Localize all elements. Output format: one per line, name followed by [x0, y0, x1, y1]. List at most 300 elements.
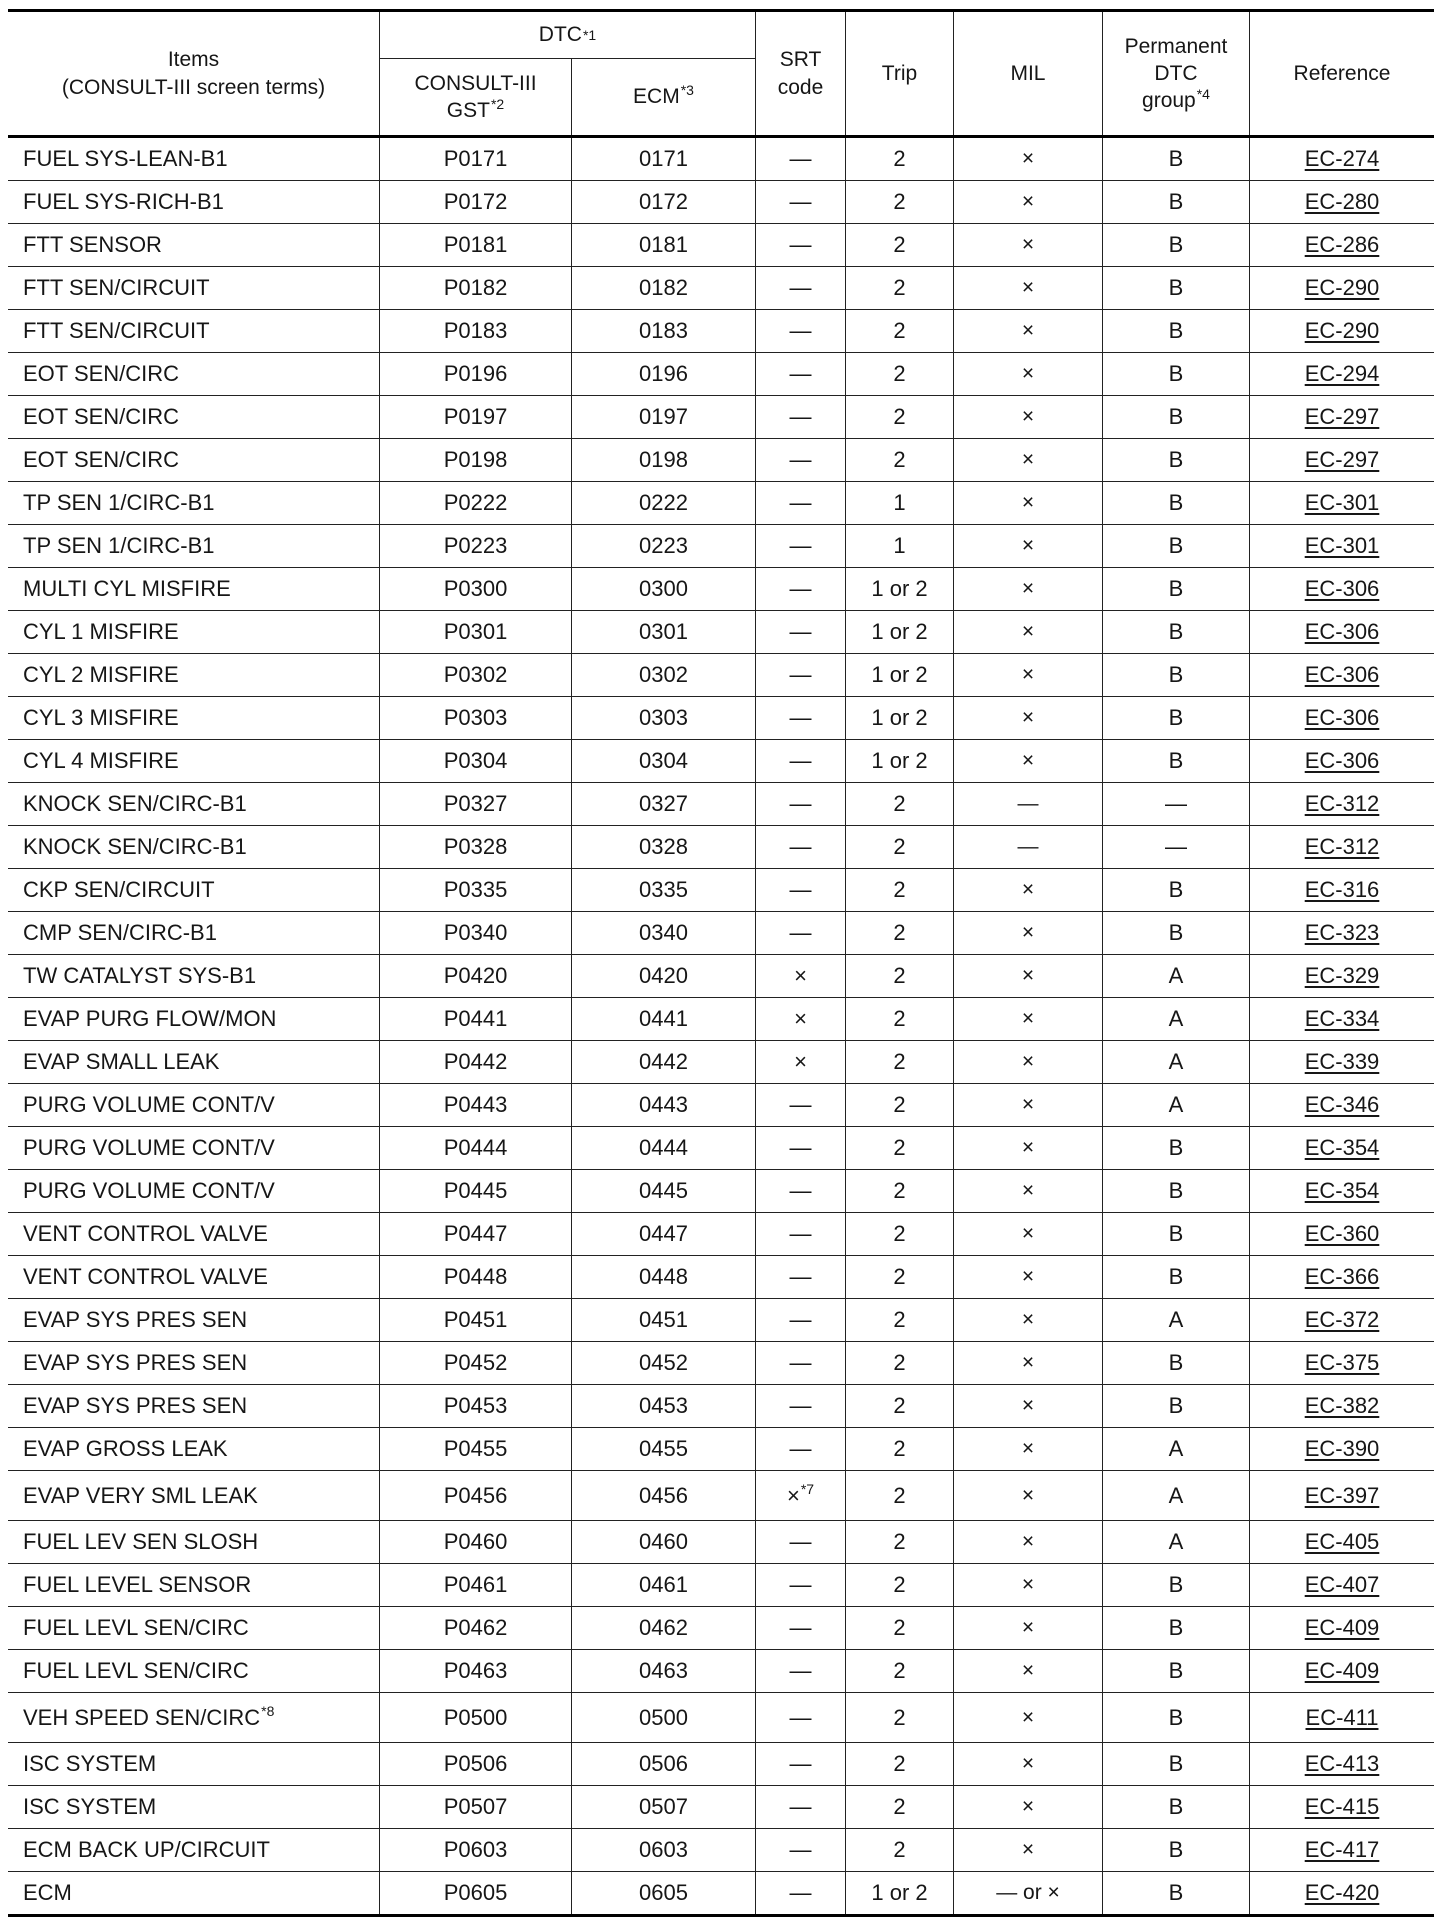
reference-link[interactable]: EC-306: [1304, 662, 1380, 687]
consult-gst-code-cell: [380, 1127, 572, 1169]
srt-code-wrap: [794, 1006, 807, 1032]
srt-code-cell: [756, 1521, 846, 1563]
reference-link[interactable]: EC-420: [1304, 1880, 1380, 1905]
srt-code-cell: [756, 568, 846, 610]
item-name: EOT SEN/CIRC: [23, 404, 180, 429]
reference-link-wrap: [1305, 404, 1380, 430]
reference-link[interactable]: EC-280: [1304, 189, 1380, 214]
item-name: EVAP SYS PRES SEN: [23, 1350, 248, 1375]
srt-code-cell: [756, 1256, 846, 1298]
item-name-wrap: [23, 877, 215, 903]
permanent-dtc-group: B: [1168, 490, 1184, 515]
item-name: EVAP PURG FLOW/MON: [23, 1006, 277, 1031]
permanent-dtc-group-wrap: [1169, 1393, 1184, 1419]
ecm-code-cell: [572, 1127, 756, 1169]
reference-link-wrap: [1305, 490, 1380, 516]
consult-gst-code: P0328: [443, 834, 508, 859]
ecm-code-wrap: [639, 1393, 688, 1419]
consult-gst-code: P0507: [443, 1794, 508, 1819]
consult-gst-code-wrap: [444, 275, 508, 301]
reference-link[interactable]: EC-372: [1304, 1307, 1380, 1332]
consult-gst-code-wrap: [444, 877, 508, 903]
item-name: EVAP GROSS LEAK: [23, 1436, 228, 1461]
ecm-code: 0444: [639, 1135, 688, 1160]
trip-value: 2: [893, 404, 906, 429]
mil-value-wrap: [1022, 1659, 1034, 1683]
ecm-code-cell: [572, 181, 756, 223]
permanent-dtc-group-cell: [1103, 1342, 1250, 1384]
consult-gst-code: P0198: [443, 447, 508, 472]
permanent-dtc-group-cell: [1103, 439, 1250, 481]
ecm-code: 0603: [639, 1837, 688, 1862]
srt-code-cell: [756, 1693, 846, 1742]
mil-value-wrap: [1022, 491, 1034, 515]
item-name-wrap: [23, 318, 210, 344]
ecm-code-cell: [572, 1564, 756, 1606]
ecm-code: 0181: [639, 232, 688, 257]
trip-value-wrap: [893, 232, 905, 258]
srt-code: —: [789, 404, 812, 429]
permanent-dtc-group-cell: [1103, 1428, 1250, 1470]
reference-cell: [1250, 1256, 1434, 1298]
reference-link[interactable]: EC-274: [1304, 146, 1380, 171]
table-row: [8, 1041, 1434, 1084]
mil-value-wrap: [1022, 1752, 1034, 1776]
mil-value: — or ×: [996, 1881, 1060, 1904]
reference-link[interactable]: EC-301: [1304, 490, 1380, 515]
trip-cell: [846, 267, 954, 309]
trip-value-wrap: [893, 1264, 905, 1290]
table-row: [8, 568, 1434, 611]
mil-value-wrap: [1022, 749, 1034, 773]
mil-value-wrap: [1022, 405, 1034, 429]
reference-link-wrap: [1305, 1264, 1380, 1290]
reference-link[interactable]: EC-286: [1304, 232, 1380, 257]
table-row: [8, 138, 1434, 181]
consult-gst-code-cell: [380, 1256, 572, 1298]
reference-link[interactable]: EC-312: [1304, 834, 1380, 859]
mil-value: ×: [1021, 448, 1035, 471]
mil-cell: [954, 869, 1103, 911]
reference-link[interactable]: EC-306: [1304, 576, 1380, 601]
permanent-dtc-group-cell: [1103, 1084, 1250, 1126]
srt-code-wrap: [790, 1529, 812, 1555]
consult-gst-code: P0444: [443, 1135, 508, 1160]
mil-cell: [954, 783, 1103, 825]
ecm-code-cell: [572, 1693, 756, 1742]
trip-cell: [846, 869, 954, 911]
item-name-wrap: [23, 963, 256, 989]
srt-code: —: [789, 662, 812, 687]
trip-value: 2: [893, 232, 906, 257]
permanent-dtc-group-wrap: [1169, 1705, 1184, 1731]
reference-link[interactable]: EC-409: [1304, 1615, 1380, 1640]
reference-link[interactable]: EC-382: [1304, 1393, 1380, 1418]
srt-code-cell: [756, 955, 846, 997]
mil-value: ×: [1021, 1222, 1035, 1245]
consult-gst-code-wrap: [444, 791, 508, 817]
consult-gst-code: P0196: [443, 361, 508, 386]
item-cell: [8, 697, 380, 739]
consult-gst-code-cell: [380, 1471, 572, 1520]
reference-link[interactable]: EC-413: [1304, 1751, 1380, 1776]
trip-value-wrap: [893, 1178, 905, 1204]
reference-cell: [1250, 1385, 1434, 1427]
mil-value: ×: [1021, 749, 1035, 772]
trip-cell: [846, 783, 954, 825]
srt-code: —: [789, 1794, 812, 1819]
permanent-header-line3-wrap: [1142, 87, 1210, 114]
trip-value-wrap: [893, 275, 905, 301]
reference-link[interactable]: EC-354: [1304, 1135, 1380, 1160]
table-row: [8, 224, 1434, 267]
mil-value-wrap: [1022, 1007, 1034, 1031]
consult-gst-code-wrap: [444, 1615, 508, 1641]
reference-link[interactable]: EC-297: [1304, 404, 1380, 429]
reference-link[interactable]: EC-339: [1304, 1049, 1380, 1074]
consult-gst-code: P0327: [443, 791, 508, 816]
srt-code-wrap: [790, 576, 812, 602]
consult-gst-code-cell: [380, 1428, 572, 1470]
reference-link[interactable]: EC-409: [1304, 1658, 1380, 1683]
mil-value-wrap: [1022, 233, 1034, 257]
ecm-code: 0303: [639, 705, 688, 730]
srt-code-wrap: [794, 963, 807, 989]
permanent-dtc-group: B: [1168, 1837, 1184, 1862]
ecm-code-cell: [572, 1385, 756, 1427]
srt-code-header: [756, 12, 846, 135]
item-name-wrap: [23, 1178, 275, 1204]
item-name: KNOCK SEN/CIRC-B1: [23, 791, 247, 816]
item-name-wrap: [23, 275, 210, 301]
permanent-dtc-group-cell: [1103, 1564, 1250, 1606]
reference-link[interactable]: EC-375: [1304, 1350, 1380, 1375]
item-name-wrap: [23, 1307, 247, 1333]
srt-code-wrap: [790, 318, 812, 344]
reference-link[interactable]: EC-316: [1304, 877, 1380, 902]
reference-link[interactable]: EC-297: [1304, 447, 1380, 472]
consult-gst-code-cell: [380, 998, 572, 1040]
trip-value: 1 or 2: [871, 748, 928, 773]
mil-value-wrap: [1022, 1484, 1034, 1508]
srt-code: —: [789, 1880, 812, 1905]
consult-gst-code: P0172: [443, 189, 508, 214]
trip-value-wrap: [893, 1436, 905, 1462]
consult-gst-code: P0462: [443, 1615, 508, 1640]
ecm-code: 0443: [639, 1092, 688, 1117]
mil-value: ×: [1021, 1437, 1035, 1460]
srt-code: —: [789, 1704, 812, 1730]
trip-value: 2: [893, 1264, 906, 1289]
trip-cell: [846, 1299, 954, 1341]
consult-gst-code-cell: [380, 1872, 572, 1914]
ecm-code-wrap: [639, 1006, 688, 1032]
consult-gst-code: P0452: [443, 1350, 508, 1375]
srt-code-cell: [756, 1127, 846, 1169]
mil-value: ×: [1021, 1265, 1035, 1288]
consult-gst-code-wrap: [444, 748, 508, 774]
mil-cell: [954, 1213, 1103, 1255]
mil-value: ×: [1021, 1659, 1035, 1682]
mil-cell: [954, 568, 1103, 610]
permanent-dtc-group-cell: [1103, 267, 1250, 309]
permanent-dtc-group-cell: [1103, 1521, 1250, 1563]
mil-cell: [954, 1428, 1103, 1470]
consult-gst-code-wrap: [444, 576, 508, 602]
table-row: [8, 181, 1434, 224]
permanent-dtc-group: B: [1168, 1794, 1184, 1819]
permanent-dtc-group-cell: [1103, 1693, 1250, 1742]
item-name: PURG VOLUME CONT/V: [23, 1178, 275, 1203]
item-cell: [8, 267, 380, 309]
table-row: [8, 1693, 1434, 1743]
mil-cell: [954, 697, 1103, 739]
srt-code: —: [789, 1178, 812, 1203]
ecm-code-cell: [572, 568, 756, 610]
permanent-dtc-group-wrap: [1169, 705, 1184, 731]
permanent-dtc-group: B: [1168, 318, 1184, 343]
reference-link[interactable]: EC-360: [1304, 1221, 1380, 1246]
reference-cell: [1250, 654, 1434, 696]
permanent-dtc-group-wrap: [1169, 361, 1184, 387]
reference-link[interactable]: EC-417: [1304, 1837, 1380, 1862]
dtc-subheaders: [380, 59, 756, 135]
ecm-code-cell: [572, 1471, 756, 1520]
permanent-dtc-group: A: [1168, 1307, 1184, 1332]
reference-link-wrap: [1305, 1483, 1380, 1509]
permanent-header-line2: DTC: [1154, 61, 1198, 85]
item-name: TP SEN 1/CIRC-B1: [23, 533, 215, 558]
consult-gst-code-cell: [380, 181, 572, 223]
consult-gst-code-cell: [380, 740, 572, 782]
trip-value: 2: [893, 189, 906, 214]
consult-gst-code-cell: [380, 439, 572, 481]
item-cell: [8, 396, 380, 438]
item-name: FUEL SYS-LEAN-B1: [23, 146, 228, 171]
permanent-dtc-group-wrap: [1165, 791, 1187, 817]
srt-code: —: [789, 1658, 812, 1683]
reference-link[interactable]: EC-415: [1304, 1794, 1380, 1819]
trip-cell: [846, 1693, 954, 1742]
srt-code: —: [789, 1135, 812, 1160]
item-name-wrap: [23, 1705, 274, 1731]
ecm-code-wrap: [639, 662, 688, 688]
consult-gst-code-cell: [380, 138, 572, 180]
reference-link[interactable]: EC-306: [1304, 619, 1380, 644]
item-name-wrap: [23, 447, 179, 473]
trip-value-wrap: [871, 748, 927, 774]
ecm-code-cell: [572, 740, 756, 782]
trip-cell: [846, 955, 954, 997]
mil-value-wrap: [1022, 706, 1034, 730]
srt-code: —: [789, 1751, 812, 1776]
ecm-code-cell: [572, 1084, 756, 1126]
reference-link[interactable]: EC-411: [1305, 1704, 1379, 1730]
mil-cell: [954, 1084, 1103, 1126]
reference-link-wrap: [1305, 662, 1380, 688]
ecm-code-wrap: [639, 1178, 688, 1204]
reference-link[interactable]: EC-312: [1304, 791, 1380, 816]
table-row: [8, 1256, 1434, 1299]
trip-value-wrap: [893, 1006, 905, 1032]
consult-gst-code-wrap: [444, 146, 508, 172]
srt-code: —: [789, 1350, 812, 1375]
ecm-code-wrap: [639, 1880, 688, 1906]
reference-cell: [1250, 783, 1434, 825]
trip-header: [846, 12, 954, 135]
srt-code-wrap: [790, 920, 812, 946]
ecm-code-cell: [572, 1872, 756, 1914]
srt-code: —: [789, 189, 812, 214]
item-name: EVAP SYS PRES SEN: [23, 1307, 248, 1332]
reference-link[interactable]: EC-407: [1304, 1572, 1380, 1597]
reference-link[interactable]: EC-290: [1304, 275, 1380, 300]
table-row: [8, 1829, 1434, 1872]
reference-link[interactable]: EC-405: [1304, 1529, 1380, 1554]
item-cell: [8, 138, 380, 180]
reference-link[interactable]: EC-294: [1304, 361, 1380, 386]
mil-value: ×: [1021, 491, 1035, 514]
reference-link[interactable]: EC-354: [1304, 1178, 1380, 1203]
reference-cell: [1250, 1650, 1434, 1692]
items-header-sublabel: (CONSULT-III screen terms): [61, 75, 326, 99]
trip-value: 1 or 2: [871, 705, 928, 730]
mil-value: ×: [1021, 534, 1035, 557]
table-row: [8, 353, 1434, 396]
consult-gst-code-wrap: [444, 1350, 508, 1376]
mil-value-wrap: [1022, 1136, 1034, 1160]
table-row: [8, 1084, 1434, 1127]
ecm-code-wrap: [639, 533, 688, 559]
reference-link[interactable]: EC-323: [1304, 920, 1380, 945]
consult-gst-code-wrap: [444, 619, 508, 645]
ecm-code-wrap: [639, 1135, 688, 1161]
trip-value: 2: [893, 275, 906, 300]
item-name: TP SEN 1/CIRC-B1: [23, 490, 215, 515]
permanent-dtc-group-cell: [1103, 998, 1250, 1040]
consult-gst-code: P0223: [443, 533, 508, 558]
mil-header: [954, 12, 1103, 135]
trip-value: 2: [893, 1006, 906, 1031]
ecm-code-wrap: [639, 1049, 688, 1075]
reference-link[interactable]: EC-290: [1304, 318, 1380, 343]
reference-header-label: Reference: [1293, 61, 1391, 85]
permanent-dtc-group-wrap: [1169, 1264, 1184, 1290]
reference-link[interactable]: EC-306: [1304, 748, 1380, 773]
ecm-code-cell: [572, 955, 756, 997]
mil-value: ×: [1021, 1093, 1035, 1116]
reference-link[interactable]: EC-390: [1304, 1436, 1380, 1461]
srt-code-wrap: [790, 1135, 812, 1161]
table-row: [8, 955, 1434, 998]
item-name-wrap: [23, 1393, 247, 1419]
trip-cell: [846, 353, 954, 395]
consult-gst-code-wrap: [444, 1049, 508, 1075]
reference-link[interactable]: EC-329: [1304, 963, 1380, 988]
mil-cell: [954, 1564, 1103, 1606]
trip-cell: [846, 1650, 954, 1692]
mil-value: ×: [1021, 362, 1035, 385]
reference-link[interactable]: EC-306: [1304, 705, 1380, 730]
mil-value-wrap: [1022, 1179, 1034, 1203]
permanent-dtc-group-cell: [1103, 310, 1250, 352]
srt-code-wrap: [790, 877, 812, 903]
ecm-code-wrap: [639, 232, 688, 258]
permanent-dtc-group-cell: [1103, 396, 1250, 438]
trip-value-wrap: [893, 791, 905, 817]
srt-code-wrap: [790, 748, 812, 774]
srt-code-wrap: [790, 275, 812, 301]
permanent-dtc-group-cell: [1103, 1607, 1250, 1649]
permanent-dtc-group-wrap: [1169, 533, 1184, 559]
srt-code: —: [789, 1615, 812, 1640]
consult-gst-code: P0461: [443, 1572, 508, 1597]
table-row: [8, 1299, 1434, 1342]
consult-gst-code-wrap: [444, 1837, 508, 1863]
consult-gst-code-cell: [380, 1607, 572, 1649]
consult-gst-code-wrap: [444, 533, 508, 559]
reference-cell: [1250, 181, 1434, 223]
consult-gst-code: P0182: [443, 275, 508, 300]
permanent-dtc-group-cell: [1103, 1041, 1250, 1083]
mil-cell: [954, 955, 1103, 997]
item-name: PURG VOLUME CONT/V: [23, 1092, 275, 1117]
item-name: FUEL LEVL SEN/CIRC: [23, 1615, 249, 1640]
reference-link[interactable]: EC-397: [1304, 1482, 1380, 1508]
reference-cell: [1250, 955, 1434, 997]
ecm-code-cell: [572, 1170, 756, 1212]
item-cell: [8, 998, 380, 1040]
trip-value-wrap: [893, 1658, 905, 1684]
table-row: [8, 611, 1434, 654]
reference-link[interactable]: EC-346: [1304, 1092, 1380, 1117]
mil-value: ×: [1021, 1394, 1035, 1417]
trip-cell: [846, 1084, 954, 1126]
item-cell: [8, 525, 380, 567]
permanent-dtc-group-cell: [1103, 697, 1250, 739]
srt-code-wrap: [790, 1307, 812, 1333]
permanent-dtc-group-wrap: [1169, 1615, 1184, 1641]
reference-link[interactable]: EC-301: [1304, 533, 1380, 558]
reference-link-wrap: [1305, 1880, 1380, 1906]
srt-code-cell: [756, 611, 846, 653]
permanent-dtc-group-cell: [1103, 568, 1250, 610]
permanent-dtc-group-cell: [1103, 783, 1250, 825]
srt-code: —: [789, 576, 812, 601]
ecm-code-wrap: [639, 1529, 688, 1555]
item-name: MULTI CYL MISFIRE: [23, 576, 231, 601]
permanent-dtc-group: B: [1168, 1393, 1184, 1418]
ecm-code: 0171: [639, 146, 688, 171]
permanent-dtc-group: B: [1168, 1135, 1184, 1160]
srt-code-wrap: [790, 533, 812, 559]
permanent-dtc-group-wrap: [1169, 1436, 1184, 1462]
consult-gst-code: P0500: [443, 1704, 508, 1730]
item-name: CMP SEN/CIRC-B1: [23, 920, 217, 945]
reference-cell: [1250, 1041, 1434, 1083]
mil-value: ×: [1021, 1705, 1035, 1729]
reference-link[interactable]: EC-366: [1304, 1264, 1380, 1289]
srt-code-wrap: [790, 189, 812, 215]
mil-cell: [954, 654, 1103, 696]
item-name-wrap: [23, 1135, 275, 1161]
table-row: [8, 783, 1434, 826]
ecm-code-cell: [572, 1213, 756, 1255]
mil-value: ×: [1021, 1136, 1035, 1159]
srt-code-cell: [756, 482, 846, 524]
reference-link[interactable]: EC-334: [1304, 1006, 1380, 1031]
ecm-code: 0460: [639, 1529, 688, 1554]
